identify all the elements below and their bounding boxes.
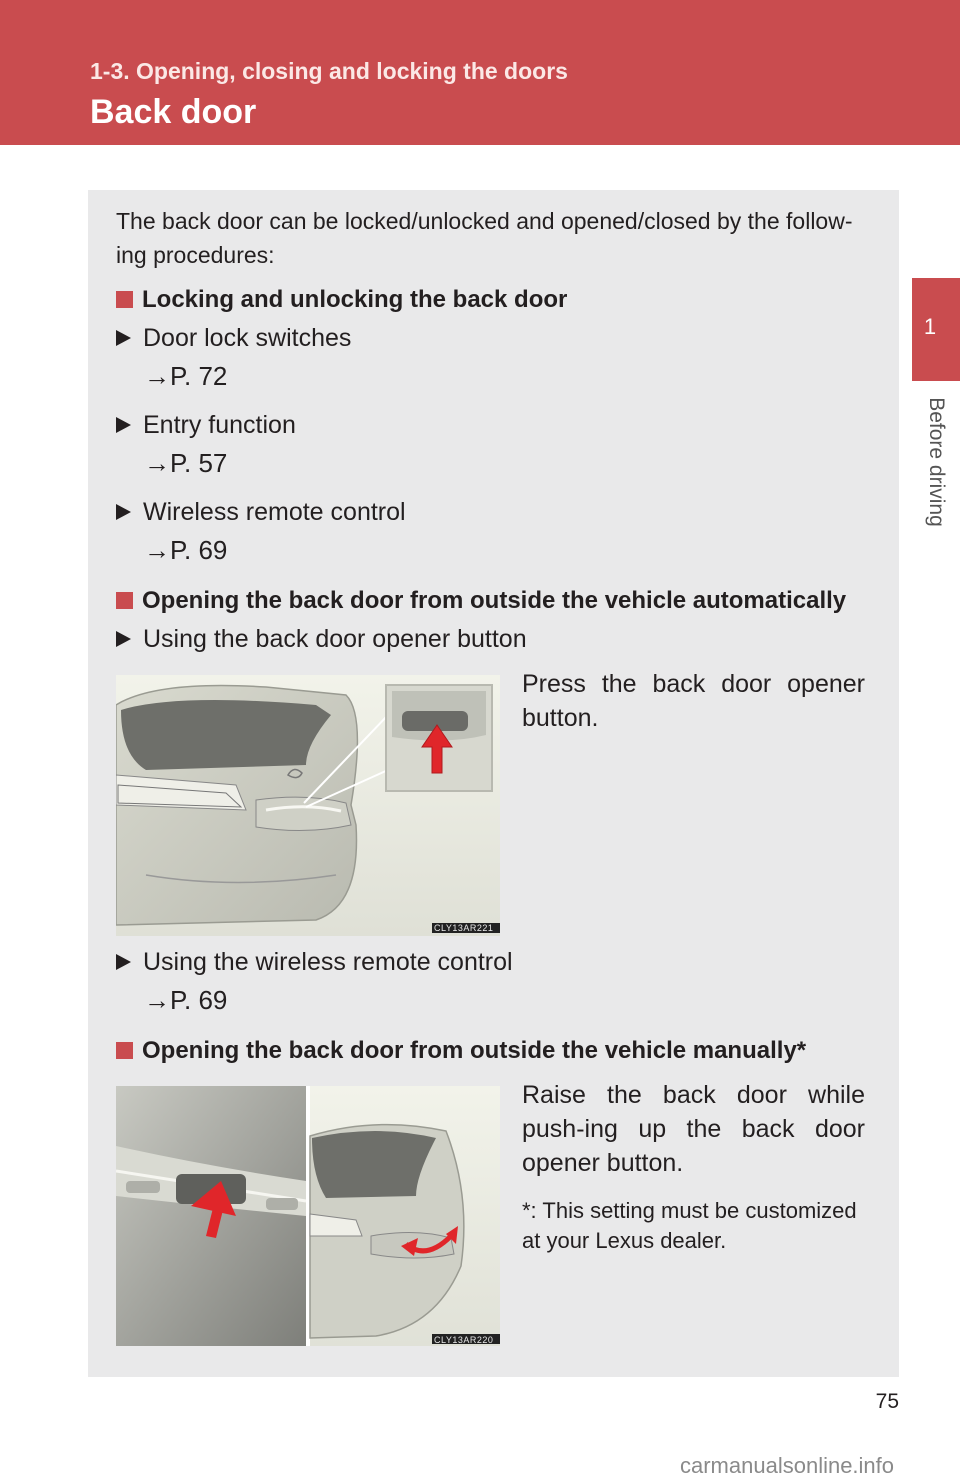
list-item-label: Wireless remote control	[143, 498, 406, 526]
figure1-code: CLY13AR221	[434, 923, 494, 933]
list-item	[116, 498, 406, 527]
footnote-text: *: This setting must be customized at your Lexus dealer.	[522, 1198, 857, 1253]
triangle-bullet-icon	[116, 417, 131, 433]
page-reference-link[interactable]: →P. 57	[144, 448, 228, 478]
header-band	[0, 0, 960, 145]
chapter-number: 1	[923, 314, 937, 339]
section1-heading	[116, 286, 567, 314]
list-item-label: Door lock switches	[143, 324, 352, 352]
triangle-bullet-icon	[116, 631, 131, 647]
square-bullet-icon	[116, 291, 133, 308]
page-title: Back door	[90, 93, 257, 131]
list-item-label: Using the back door opener button	[143, 625, 527, 653]
watermark[interactable]: carmanualsonline.info	[680, 1453, 895, 1478]
chapter-tab[interactable]	[912, 278, 960, 381]
triangle-bullet-icon	[116, 330, 131, 346]
page-reference-link[interactable]: →P. 69	[144, 535, 228, 565]
intro-line-2: ing procedures:	[116, 242, 275, 268]
triangle-bullet-icon	[116, 954, 131, 970]
list-item	[116, 411, 296, 440]
figure2-code: CLY13AR220	[434, 1335, 494, 1345]
section3-heading-text: Opening the back door from outside the vehicle manually*	[142, 1037, 807, 1064]
content-box	[88, 190, 899, 1377]
triangle-bullet-icon	[116, 504, 131, 520]
section2-heading-text: Opening the back door from outside the vehicle automatically	[142, 587, 847, 614]
chapter-label: Before driving	[925, 397, 948, 527]
list-item	[116, 324, 351, 353]
section-title: 1-3. Opening, closing and locking the doors	[90, 58, 568, 84]
section3-heading	[116, 1037, 806, 1065]
instruction-text: Raise the back door while push-ing up the back door opener button.	[522, 1081, 865, 1177]
list-item-label: Entry function	[143, 411, 296, 439]
list-item	[116, 948, 513, 977]
section1-heading-text: Locking and unlocking the back door	[142, 286, 568, 313]
page-number: 75	[875, 1390, 899, 1413]
page-reference-link[interactable]: →P. 72	[144, 361, 228, 391]
back-door-opener-figure	[116, 675, 500, 936]
list-item	[116, 625, 527, 654]
section2-heading	[116, 587, 846, 615]
page-reference-link[interactable]: →P. 69	[144, 985, 228, 1015]
instruction-text: Press the back door opener button.	[522, 670, 865, 732]
intro-text	[116, 204, 852, 272]
list-item-label: Using the wireless remote control	[143, 948, 513, 976]
square-bullet-icon	[116, 1042, 133, 1059]
square-bullet-icon	[116, 592, 133, 609]
intro-line-1: The back door can be locked/unlocked and opened/closed by the follow-	[116, 208, 853, 234]
manual-opening-figure	[116, 1086, 500, 1346]
